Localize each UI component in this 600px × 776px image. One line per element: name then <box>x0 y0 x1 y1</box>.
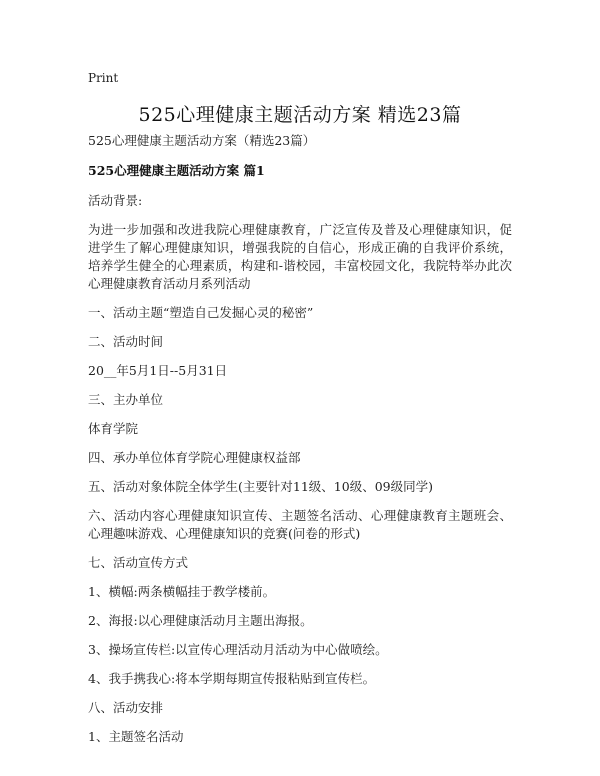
paragraph-organizer: 四、承办单位体育学院心理健康权益部 <box>88 450 301 465</box>
paragraph-time-value: 20__年5月1日--5月31日 <box>88 363 228 378</box>
paragraph-host-value: 体育学院 <box>88 421 139 436</box>
paragraph-theme: 一、活动主题“塑造自己发掘心灵的秘密” <box>88 305 314 320</box>
paragraph-promotion-board: 3、操场宣传栏:以宣传心理活动月活动为中心做喷绘。 <box>88 642 388 657</box>
paragraph-background-label: 活动背景: <box>88 193 143 208</box>
section-heading: 525心理健康主题活动方案 篇1 <box>88 163 265 178</box>
paragraph-promotion-hand: 4、我手携我心:将本学期每期宣传报粘贴到宣传栏。 <box>88 671 376 686</box>
paragraph-schedule-heading: 八、活动安排 <box>88 700 164 715</box>
paragraph-promotion-heading: 七、活动宣传方式 <box>88 555 189 570</box>
print-link[interactable]: Print <box>88 71 119 85</box>
paragraph-promotion-poster: 2、海报:以心理健康活动月主题出海报。 <box>88 613 313 628</box>
paragraph-background-text: 为进一步加强和改进我院心理健康教育，广泛宣传及普及心理健康知识，促进学生了解心理健康知识，增强我院的自信心，形成正确的自我评价系统，培养学生健全的心理素质，构建和-谐校园，丰富校园文化，我院特举办此次心理健康教育活动月系列活动 <box>88 222 512 291</box>
paragraph-audience: 五、活动对象体院全体学生(主要针对11级、10级、09级同学) <box>88 479 433 494</box>
page-title: 525心理健康主题活动方案 精选23篇 <box>138 104 462 126</box>
paragraph-schedule-item: 1、主题签名活动 <box>88 729 184 744</box>
paragraph-content: 六、活动内容心理健康知识宣传、主题签名活动、心理健康教育主题班会、心理趣味游戏、心理健康知识的竞赛(问卷的形式) <box>88 508 512 541</box>
paragraph-time-heading: 二、活动时间 <box>88 334 164 349</box>
document-body <box>88 132 512 757</box>
paragraph-promotion-banner: 1、横幅:两条横幅挂于教学楼前。 <box>88 584 276 599</box>
paragraph-host-heading: 三、主办单位 <box>88 392 164 407</box>
document-subtitle: 525心理健康主题活动方案（精选23篇） <box>88 133 316 148</box>
